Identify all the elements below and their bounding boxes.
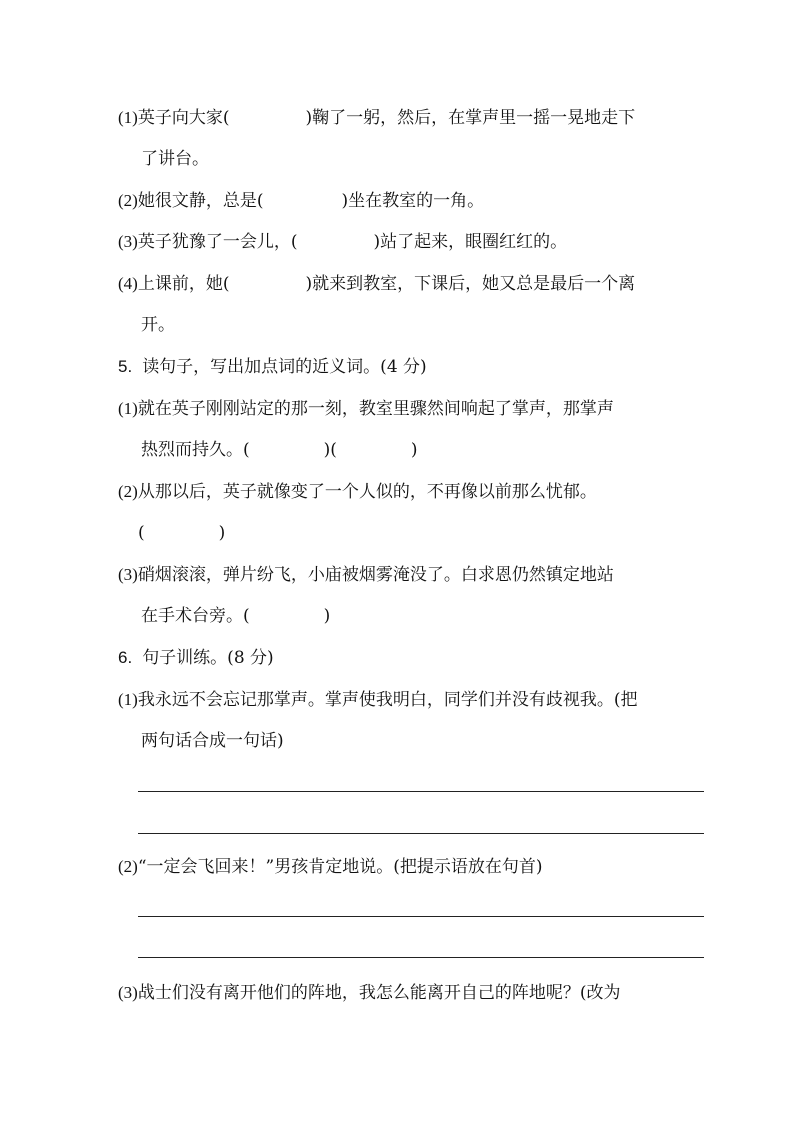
q5-number: 5. (118, 357, 133, 376)
q4-item-4-text-before: 上课前，她( (137, 274, 230, 294)
q4-item-4-continuation: 开。 (141, 315, 175, 335)
q6-item-2-answer-line-2[interactable] (138, 957, 704, 958)
q5-item-1-number: (1) (118, 399, 138, 418)
q6-item-2-text: “一定会飞回来！”男孩肯定地说。(把提示语放在句首) (137, 857, 543, 877)
q5-item-1-text: 就在英子刚刚站定的那一刻，教室里骤然间响起了掌声，那掌声 (137, 399, 614, 419)
q6-item-1-answer-line-1[interactable] (138, 791, 704, 792)
q6-item-2 (118, 857, 542, 877)
q5-title: 读句子，写出加点词的近义词。(4 分) (142, 357, 427, 377)
q5-item-1-paren-mid: )( (323, 440, 337, 460)
q4-item-1 (118, 108, 635, 128)
q5-item-1 (118, 399, 614, 419)
q4-item-4-text-after: )就来到教室，下课后，她又总是最后一个离 (305, 274, 636, 294)
q5-item-3-text: 硝烟滚滚，弹片纷飞，小庙被烟雾淹没了。白求恩仍然镇定地站 (137, 565, 614, 585)
q5-item-3 (118, 565, 614, 585)
q5-heading (118, 357, 427, 377)
q4-item-2-number: (2) (118, 191, 138, 210)
q6-item-2-answer-line-1[interactable] (138, 916, 704, 917)
q5-item-3-number: (3) (118, 565, 138, 584)
q6-item-1-continuation: 两句话合成一句话) (141, 731, 284, 751)
q5-item-1-continuation (141, 440, 418, 460)
q6-item-1-number: (1) (118, 690, 138, 709)
q4-item-1-number: (1) (118, 108, 138, 127)
q4-item-2-text-before: 她很文静，总是( (137, 191, 264, 211)
q6-number: 6. (118, 648, 133, 667)
q4-item-3-number: (3) (118, 232, 138, 251)
q6-item-3-text: 战士们没有离开他们的阵地，我怎么能离开自己的阵地呢？(改为 (137, 983, 621, 1003)
q4-item-3-text-after: )站了起来，眼圈红红的。 (373, 232, 568, 252)
q4-item-1-text-before: 英子向大家( (137, 108, 230, 128)
q5-item-1-paren-end: ) (410, 440, 418, 460)
q4-item-4 (118, 274, 635, 294)
q5-item-2-number: (2) (118, 482, 138, 501)
q6-item-1-text: 我永远不会忘记那掌声。掌声使我明白，同学们并没有歧视我。(把 (137, 690, 638, 710)
q6-item-3-number: (3) (118, 983, 138, 1002)
q6-title: 句子训练。(8 分) (142, 648, 274, 668)
q5-item-2 (118, 482, 597, 502)
q5-item-2-answer (138, 523, 225, 543)
q4-item-1-text-after: )鞠了一躬，然后，在掌声里一摇一晃地走下 (305, 108, 636, 128)
q6-item-1 (118, 690, 637, 710)
q6-item-1-answer-line-2[interactable] (138, 833, 704, 834)
q5-item-2-paren-open: ( (138, 523, 145, 543)
q4-item-3-text-before: 英子犹豫了一会儿，( (137, 232, 298, 252)
q4-item-1-continuation: 了讲台。 (141, 149, 209, 169)
q5-item-3-continuation (141, 606, 330, 626)
q6-item-2-number: (2) (118, 857, 138, 876)
q6-item-3 (118, 983, 620, 1003)
q4-item-2-text-after: )坐在教室的一角。 (341, 191, 485, 211)
q4-item-3 (118, 232, 567, 252)
q5-item-2-text: 从那以后，英子就像变了一个人似的，不再像以前那么忧郁。 (137, 482, 597, 502)
q4-item-2 (118, 191, 484, 211)
q5-item-1-cont-text: 热烈而持久。( (141, 440, 250, 460)
q4-item-4-number: (4) (118, 274, 138, 293)
q6-heading (118, 648, 274, 668)
q5-item-3-paren-end: ) (323, 606, 331, 626)
q5-item-2-paren-end: ) (218, 523, 226, 543)
q5-item-3-cont-text: 在手术台旁。( (141, 606, 250, 626)
